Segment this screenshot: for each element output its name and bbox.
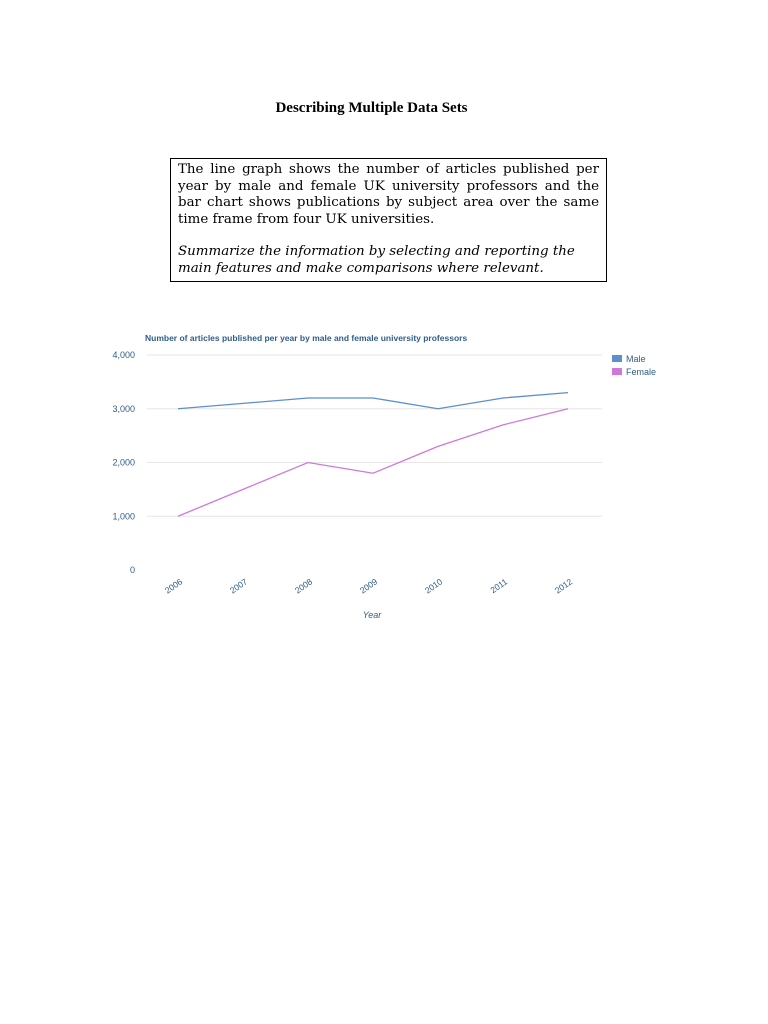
chart-legend	[612, 354, 656, 377]
x-axis-label: Year	[362, 610, 382, 620]
task-description: The line graph shows the number of articles published per year by male and female UK university professors and the bar chart shows publications by subject area over the same time frame from four UK universities.	[178, 162, 599, 227]
x-axis-ticks	[163, 576, 574, 595]
line-chart	[100, 325, 680, 630]
x-tick-label: 2009	[357, 576, 380, 596]
x-tick-label: 2007	[227, 576, 250, 596]
page-title: Describing Multiple Data Sets	[275, 100, 468, 116]
y-tick-label: 2,000	[112, 457, 135, 468]
x-tick-label: 2008	[292, 576, 315, 596]
series-line-male	[178, 393, 568, 409]
y-tick-label: 4,000	[112, 350, 135, 360]
chart-title: Number of articles published per year by male and female university professors	[145, 333, 468, 343]
legend-swatch-male	[612, 355, 622, 362]
legend-swatch-female	[612, 368, 622, 375]
legend-label-female: Female	[626, 367, 657, 377]
y-tick-label: 1,000	[112, 511, 135, 522]
task-instruction: Summarize the information by selecting and reporting the main features and make comparisons where relevant.	[178, 244, 575, 276]
y-axis-ticks	[112, 350, 135, 575]
y-tick-label: 3,000	[112, 403, 135, 414]
chart-grid	[147, 355, 602, 516]
y-tick-label: 0	[129, 565, 135, 575]
x-tick-label: 2012	[552, 576, 575, 596]
x-tick-label: 2010	[422, 576, 445, 596]
legend-label-male: Male	[626, 354, 646, 364]
task-box	[170, 158, 607, 282]
x-tick-label: 2006	[162, 576, 185, 596]
chart-series	[178, 393, 568, 517]
x-tick-label: 2011	[488, 576, 510, 596]
